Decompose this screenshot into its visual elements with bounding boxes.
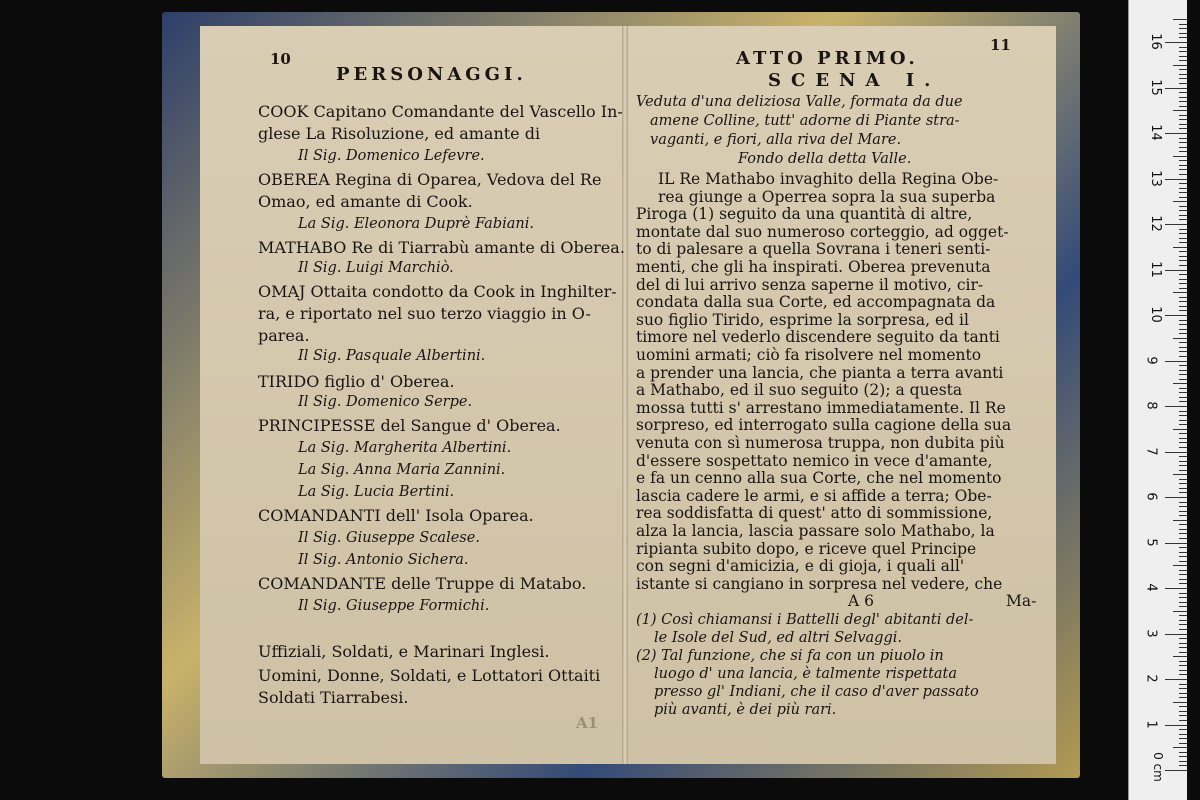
ruler-number: 8 [1143,401,1159,410]
ruler-tick [1179,147,1187,148]
ruler-tick [1179,151,1187,152]
ruler-tick [1179,242,1187,243]
personaggi-heading: PERSONAGGI. [336,64,527,85]
ruler-tick [1173,565,1187,566]
cast-line: La Sig. Eleonora Duprè Fabiani. [298,216,534,232]
ruler-number: 16 [1147,33,1163,50]
ruler-tick [1179,706,1187,707]
ruler-tick [1179,511,1187,512]
ruler-tick [1179,401,1187,402]
ruler-tick [1173,65,1187,66]
cast-line: Il Sig. Giuseppe Scalese. [298,530,480,546]
ruler-tick [1179,574,1187,575]
ruler-tick [1179,556,1187,557]
ruler-tick [1179,506,1187,507]
ruler-tick [1179,92,1187,93]
ruler-tick [1179,470,1187,471]
ruler-tick [1179,570,1187,571]
ruler-tick [1179,233,1187,234]
footnote-line: le Isole del Sud, ed altri Selvaggi. [654,630,902,646]
ruler-tick [1173,383,1187,384]
body-line: alza la lancia, lascia passare solo Mathabo, la [636,522,995,540]
body-line: a Mathabo, ed il suo seguito (2); a questa [636,381,963,400]
ruler-tick [1173,19,1187,20]
ruler-tick [1165,770,1187,771]
ruler-tick [1165,88,1187,89]
ruler-tick [1179,238,1187,239]
ruler-tick [1179,492,1187,493]
ruler-tick [1165,406,1187,407]
ruler-tick [1179,415,1187,416]
ruler-tick [1179,47,1187,48]
ruler-tick [1179,615,1187,616]
cast-line: Il Sig. Luigi Marchiò. [298,260,454,276]
ruler-tick [1179,479,1187,480]
ruler-number: 13 [1147,169,1163,187]
ruler-tick [1179,320,1187,321]
ruler-number: 4 [1143,583,1159,592]
ruler-tick [1179,447,1187,448]
cast-line: Il Sig. Giuseppe Formichi. [298,598,490,614]
act-heading: ATTO PRIMO. [736,48,919,69]
ruler-tick [1173,247,1187,248]
ruler-tick [1179,397,1187,398]
ruler-tick [1179,101,1187,102]
cast-line: Soldati Tiarrabesi. [258,688,409,707]
ruler-number: 15 [1147,78,1163,96]
ruler-tick [1165,179,1187,180]
ruler-tick [1179,693,1187,694]
ruler-number: 9 [1143,355,1159,365]
ruler-tick [1179,24,1187,25]
body-line: ripianta subito dopo, e riceve quel Principe [636,539,977,558]
ruler-tick [1179,411,1187,412]
ruler-tick [1179,533,1187,534]
ruler-tick [1179,720,1187,721]
ruler-tick [1173,747,1187,748]
ruler-tick [1179,192,1187,193]
ruler-tick [1179,456,1187,457]
ruler-tick [1173,429,1187,430]
ruler-tick [1179,529,1187,530]
footnote-line: più avanti, è dei più rari. [654,702,837,718]
ruler-tick [1179,388,1187,389]
cast-line: COMANDANTI dell' Isola Oparea. [258,506,534,525]
ruler-tick [1179,347,1187,348]
right-page [628,26,1056,764]
body-line: del di lui arrivo senza saperne il motivo, cir- [636,275,984,294]
ruler-tick [1165,497,1187,498]
ruler-tick [1179,229,1187,230]
ruler-tick [1179,524,1187,525]
ruler-tick [1179,283,1187,284]
cast-line: La Sig. Margherita Albertini. [298,440,512,456]
left-page [200,26,625,764]
ruler-tick [1165,42,1187,43]
ruler-number: 14 [1147,124,1163,141]
ruler-tick [1179,765,1187,766]
ruler-tick [1173,338,1187,339]
ruler-tick [1165,588,1187,589]
ruler-tick [1179,643,1187,644]
ruler-tick [1179,465,1187,466]
ruler-tick [1179,665,1187,666]
ruler-number: 6 [1143,492,1159,501]
ruler-tick [1179,51,1187,52]
ruler-tick [1179,356,1187,357]
cast-line: Il Sig. Antonio Sichera. [298,552,469,568]
ruler-tick [1179,365,1187,366]
footnote-line: (1) Così chiamansi i Battelli degl' abitanti del- [636,612,974,628]
ruler-tick [1179,756,1187,757]
ruler-tick [1179,56,1187,57]
body-line: rea soddisfatta di quest' atto di sommissione, [636,504,993,523]
ruler-tick [1179,188,1187,189]
ruler-tick [1179,442,1187,443]
ruler-number: 1 [1143,719,1159,729]
ruler-tick [1173,656,1187,657]
ruler-tick [1179,629,1187,630]
ruler-tick [1179,602,1187,603]
ruler-tick [1179,206,1187,207]
ruler-number: 11 [1147,260,1163,278]
cast-line: PRINCIPESSE del Sangue d' Oberea. [258,416,561,435]
ruler-tick [1179,265,1187,266]
ruler-tick [1179,579,1187,580]
ruler-tick [1179,333,1187,334]
ruler-tick [1179,547,1187,548]
cast-line: COOK Capitano Comandante del Vascello In- [258,102,623,121]
cast-line: MATHABO Re di Tiarrabù amante di Oberea. [258,238,625,257]
ruler-tick [1179,83,1187,84]
body-line: IL Re Mathabo invaghito della Regina Obe- [658,170,999,188]
ruler-number: 5 [1143,537,1159,547]
body-line: lascia cadere le armi, e si affide a terra; Obe- [636,486,992,505]
ruler-tick [1179,711,1187,712]
ruler-tick [1165,224,1187,225]
ruler-tick [1179,488,1187,489]
cast-line: OMAJ Ottaita condotto da Cook in Inghilter- [258,282,617,301]
ruler-tick [1179,515,1187,516]
ruler-tick [1179,128,1187,129]
ruler-tick [1179,69,1187,70]
ruler-tick [1179,483,1187,484]
right-page-number: 11 [990,36,1011,54]
ruler-tick [1179,74,1187,75]
ruler-tick [1179,174,1187,175]
ruler-tick [1179,552,1187,553]
ruler-tick [1179,260,1187,261]
cast-line: La Sig. Lucia Bertini. [298,484,455,500]
body-line: montate dal suo numeroso corteggio, ad ogget- [636,222,1009,241]
ruler-tick [1179,297,1187,298]
body-line: e fa un cenno alla sua Corte, che nel momento [636,469,1002,488]
ruler-tick [1179,288,1187,289]
ruler-tick [1179,624,1187,625]
body-line: timore nel vederlo discendere seguito da tanti [636,328,1000,347]
ruler-tick [1179,670,1187,671]
ruler-tick [1179,729,1187,730]
ruler-tick [1179,370,1187,371]
ruler-tick [1179,274,1187,275]
body-line: mossa tutti s' arrestano immediatamente. Il Re [636,398,1006,417]
ruler-tick [1179,329,1187,330]
cast-line: Uomini, Donne, Soldati, e Lottatori Ottaiti [258,666,601,685]
ruler-tick [1165,452,1187,453]
cast-line: COMANDANTE delle Truppe di Matabo. [258,574,587,593]
footnote-line: presso gl' Indiani, che il caso d'aver passato [654,684,979,700]
body-line: istante si cangiano in sorpresa nel vedere, che [636,574,1003,593]
cast-line: parea. [258,326,310,345]
ruler-tick [1173,702,1187,703]
cast-line: Il Sig. Domenico Serpe. [298,394,473,410]
ruler-tick [1179,197,1187,198]
cast-line: Il Sig. Pasquale Albertini. [298,348,486,364]
ruler-tick [1179,438,1187,439]
ruler-tick [1179,97,1187,98]
ruler-tick [1173,474,1187,475]
ruler-tick [1179,461,1187,462]
ruler-tick [1179,738,1187,739]
ruler-tick [1179,138,1187,139]
ruler-tick [1179,251,1187,252]
ruler-tick [1173,611,1187,612]
ruler-tick [1179,106,1187,107]
ruler-number: 3 [1143,628,1159,638]
ruler-tick [1179,392,1187,393]
ruler-tick [1179,379,1187,380]
footnote-line: (2) Tal funzione, che si fa con un piuolo in [636,648,944,664]
ruler-tick [1179,583,1187,584]
ruler-tick [1179,60,1187,61]
cast-line: TIRIDO figlio d' Oberea. [258,372,455,391]
cast-line: La Sig. Anna Maria Zannini. [298,462,506,478]
ruler-tick [1179,215,1187,216]
ruler-tick [1179,301,1187,302]
ruler-tick [1179,715,1187,716]
setting-line: Veduta d'una deliziosa Valle, formata da due [636,94,963,110]
ruler-tick [1179,28,1187,29]
body-line: con segni d'amicizia, e di gioja, i quali all' [636,557,965,576]
ruler-tick [1165,361,1187,362]
ruler-tick [1179,424,1187,425]
body-line: menti, che gli ha inspirati. Oberea prevenuta [636,258,991,276]
ruler-tick [1179,593,1187,594]
ruler-tick [1179,638,1187,639]
ruler-tick [1179,433,1187,434]
ruler-tick [1179,538,1187,539]
ruler-tick [1179,342,1187,343]
body-line: sorpreso, ed interrogato sulla cagione della sua [636,416,1012,435]
ruler-tick [1179,374,1187,375]
ruler-number: 2 [1143,674,1159,683]
body-line: condata dalla sua Corte, ed accompagnata da [636,293,996,312]
ruler-tick [1179,119,1187,120]
ruler-tick [1179,606,1187,607]
ruler-tick [1179,310,1187,311]
cast-line: OBEREA Regina di Oparea, Vedova del Re [258,170,602,189]
footnote-line: luogo d' una lancia, è talmente rispettata [654,666,958,682]
ruler-tick [1173,201,1187,202]
cast-line: glese La Risoluzione, ed amante di [258,124,541,143]
ruler-tick [1165,543,1187,544]
ruler-tick [1179,420,1187,421]
ruler-tick [1179,674,1187,675]
ruler-tick [1165,725,1187,726]
ruler-tick [1179,684,1187,685]
body-line: d'essere sospettato nemico in vece d'amante, [636,451,993,470]
body-line: to di palesare a quella Sovrana i teneri senti- [636,240,991,259]
ruler-tick [1165,133,1187,134]
ruler-tick [1179,688,1187,689]
left-page-number: 10 [270,50,291,68]
ruler-tick [1179,734,1187,735]
ruler-tick [1179,210,1187,211]
ruler-tick [1179,597,1187,598]
ruler-tick [1165,634,1187,635]
ruler-tick [1165,315,1187,316]
ruler-tick [1179,652,1187,653]
ruler-tick [1165,270,1187,271]
ruler-tick [1165,679,1187,680]
ruler-tick [1173,520,1187,521]
measurement-ruler [1128,0,1187,800]
ruler-tick [1179,752,1187,753]
ruler-tick [1179,743,1187,744]
ruler-tick [1179,647,1187,648]
setting-line: vaganti, e fiori, alla riva del Mare. [650,132,902,148]
cast-line: ra, e riportato nel suo terzo viaggio in O- [258,304,591,323]
body-line: venuta con sì numerosa truppa, non dubita più [636,434,1005,452]
ruler-number: 12 [1147,215,1163,232]
cast-line: Uffiziali, Soldati, e Marinari Inglesi. [258,642,550,661]
signature-mark: A 6 [848,592,874,610]
ruler-tick [1173,110,1187,111]
ruler-tick [1179,761,1187,762]
ruler-tick [1179,124,1187,125]
ruler-tick [1179,115,1187,116]
ruler-tick [1179,620,1187,621]
setting-line: amene Colline, tutt' adorne di Piante stra- [650,113,960,129]
ruler-tick [1179,697,1187,698]
ruler-number: 10 [1147,306,1163,323]
ruler-tick [1179,37,1187,38]
ruler-tick [1179,351,1187,352]
ruler-tick [1173,292,1187,293]
ruler-tick [1179,502,1187,503]
ruler-tick [1179,561,1187,562]
ruler-number: 7 [1143,446,1159,456]
ruler-tick [1179,160,1187,161]
ruler-tick [1179,324,1187,325]
ruler-tick [1179,279,1187,280]
left-catchword: A1 [576,714,599,732]
cast-line: Omao, ed amante di Cook. [258,192,473,211]
ruler-tick [1179,661,1187,662]
scene-heading: SCENA I. [768,70,941,91]
body-line: uomini armati; ciò fa risolvere nel momento [636,346,982,364]
ruler-tick [1179,33,1187,34]
right-catchword: Ma- [1006,592,1037,610]
ruler-unit-label: 0 cm [1150,752,1165,782]
body-line: Piroga (1) seguito da una quantità di altre, [636,205,973,224]
setting-line: Fondo della detta Valle. [738,151,912,167]
ruler-tick [1173,156,1187,157]
ruler-tick [1179,78,1187,79]
ruler-tick [1179,169,1187,170]
body-line: a prender una lancia, che pianta a terra avanti [636,363,1004,382]
body-line: suo figlio Tirido, esprime la sorpresa, ed il [636,310,969,329]
ruler-tick [1179,183,1187,184]
ruler-tick [1179,306,1187,307]
ruler-tick [1179,219,1187,220]
ruler-tick [1179,165,1187,166]
body-line: rea giunge a Operrea sopra la sua superba [658,187,996,206]
cast-line: Il Sig. Domenico Lefevre. [298,148,485,164]
ruler-tick [1179,256,1187,257]
ruler-tick [1179,142,1187,143]
